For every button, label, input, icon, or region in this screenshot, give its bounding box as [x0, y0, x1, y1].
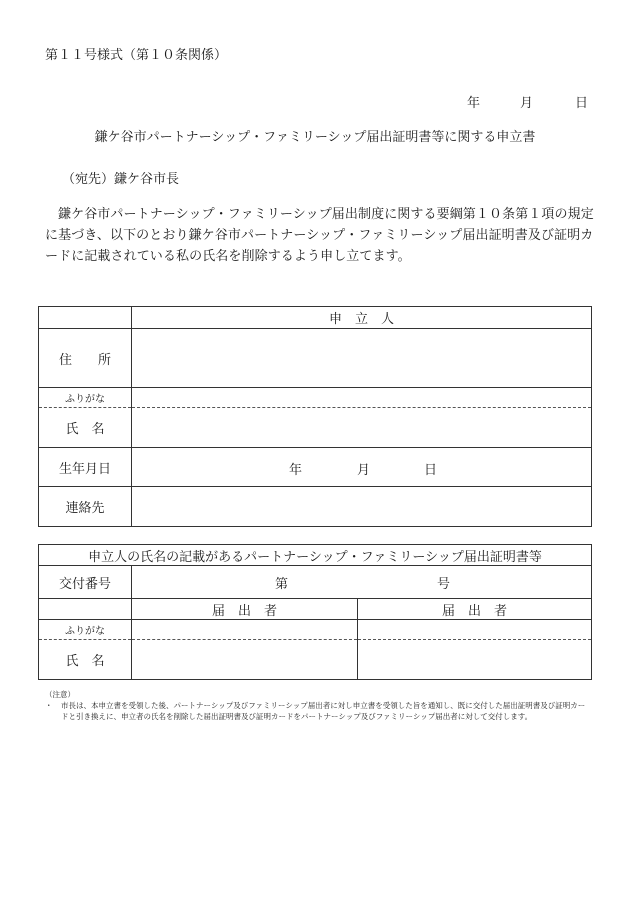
birth-month-label: 月 — [357, 463, 371, 478]
submitter-name-label: 氏 名 — [39, 640, 132, 680]
furigana-field[interactable] — [132, 388, 592, 408]
date-month-label: 月 — [520, 96, 534, 111]
address-field[interactable] — [132, 329, 592, 388]
contact-field[interactable] — [132, 487, 592, 527]
address-label: 住 所 — [39, 329, 132, 388]
body-text: 鎌ケ谷市パートナーシップ・ファミリーシップ届出制度に関する要綱第１０条第１項の規定に基づき、以下のとおり鎌ケ谷市パートナーシップ・ファミリーシップ届出証明書及び証明カードに記載されている私の氏名を削除するよう申し立てます。 — [45, 207, 594, 264]
applicant-header: 申 立 人 — [132, 307, 592, 329]
furigana-label: ふりがな — [39, 388, 132, 408]
birth-year-label: 年 — [289, 463, 303, 478]
submitter-2-furigana-field[interactable] — [358, 620, 592, 640]
issue-number-label: 交付番号 — [39, 566, 132, 599]
submitter-corner-cell — [39, 599, 132, 620]
name-field[interactable] — [132, 408, 592, 448]
contact-label: 連絡先 — [39, 487, 132, 527]
submitter-1-name-field[interactable] — [132, 640, 358, 680]
certificate-header: 申立人の氏名の記載があるパートナーシップ・ファミリーシップ届出証明書等 — [39, 545, 592, 566]
date-year-label: 年 — [467, 96, 481, 111]
submitter-header-2: 届 出 者 — [358, 599, 592, 620]
date-day-label: 日 — [575, 96, 589, 111]
form-number: 第１１号様式（第１０条関係） — [45, 48, 228, 63]
applicant-table — [38, 306, 592, 527]
submitter-header-1: 届 出 者 — [132, 599, 358, 620]
submitter-2-name-field[interactable] — [358, 640, 592, 680]
note-text: 市長は、本申立書を受領した後、パートナーシップ及びファミリーシップ届出者に対し申立書を受領した旨を通知し、既に交付した届出証明書及び証明カードと引き換えに、申立者の氏名を削除した届出証明書及び証明カードをパートナーシップ及びファミリーシップ届出者に対して交付します。 — [61, 701, 586, 721]
name-label: 氏 名 — [39, 408, 132, 448]
document-title: 鎌ケ谷市パートナーシップ・ファミリーシップ届出証明書等に関する申立書 — [94, 130, 536, 145]
submitter-1-furigana-field[interactable] — [132, 620, 358, 640]
birthdate-field[interactable] — [132, 448, 592, 487]
issue-number-suffix: 号 — [437, 577, 451, 592]
addressee: （宛先）鎌ケ谷市長 — [62, 172, 180, 187]
submitter-furigana-label: ふりがな — [39, 620, 132, 640]
applicant-corner-cell — [39, 307, 132, 329]
birthdate-label: 生年月日 — [39, 448, 132, 487]
birth-day-label: 日 — [424, 463, 438, 478]
notes-heading: （注意） — [45, 690, 75, 699]
note-item — [45, 701, 590, 722]
issue-number-prefix: 第 — [275, 577, 289, 592]
note-bullet: ・ — [45, 701, 53, 710]
certificate-table — [38, 544, 592, 680]
issue-number-field[interactable] — [132, 566, 592, 599]
